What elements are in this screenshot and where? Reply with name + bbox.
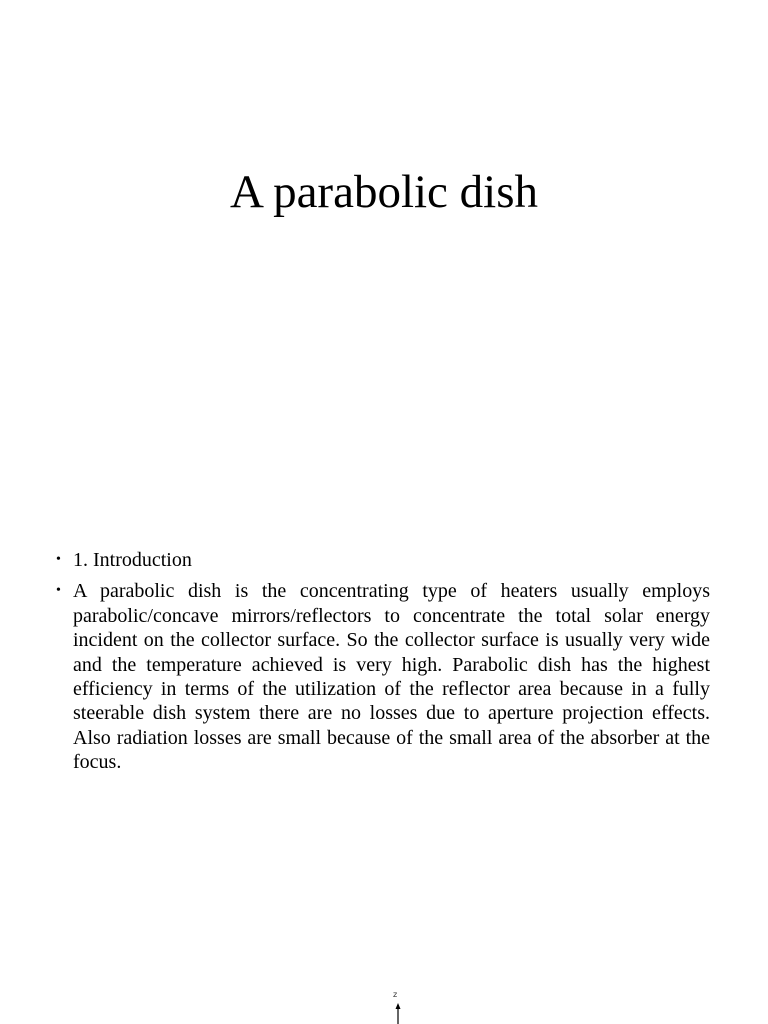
- axis-label: z: [393, 990, 398, 999]
- bullet-list: [56, 548, 710, 782]
- up-arrow-icon: [388, 1002, 408, 1024]
- page-title: A parabolic dish: [229, 166, 539, 218]
- list-item: [56, 548, 710, 572]
- axis-marker: [388, 990, 408, 1024]
- list-item: [56, 579, 710, 774]
- bullet-marker: •: [56, 583, 61, 599]
- bullet-paragraph: A parabolic dish is the concentrating type of heaters usually employs parabolic/concave mirrors/reflectors to concentrate the total solar energy incident on the collector surface. So the collector surface is usually very wide and the temperature achieved is very high. Parabolic dish has the highest efficiency in terms of the utilization of the reflector area because in a fully steerable dish system there are no losses due to aperture projection effects. Also radiation losses are small because of the small area of the absorber at the focus.: [73, 580, 710, 774]
- bullet-marker: •: [56, 552, 61, 567]
- bullet-heading-introduction: 1. Introduction: [73, 549, 192, 571]
